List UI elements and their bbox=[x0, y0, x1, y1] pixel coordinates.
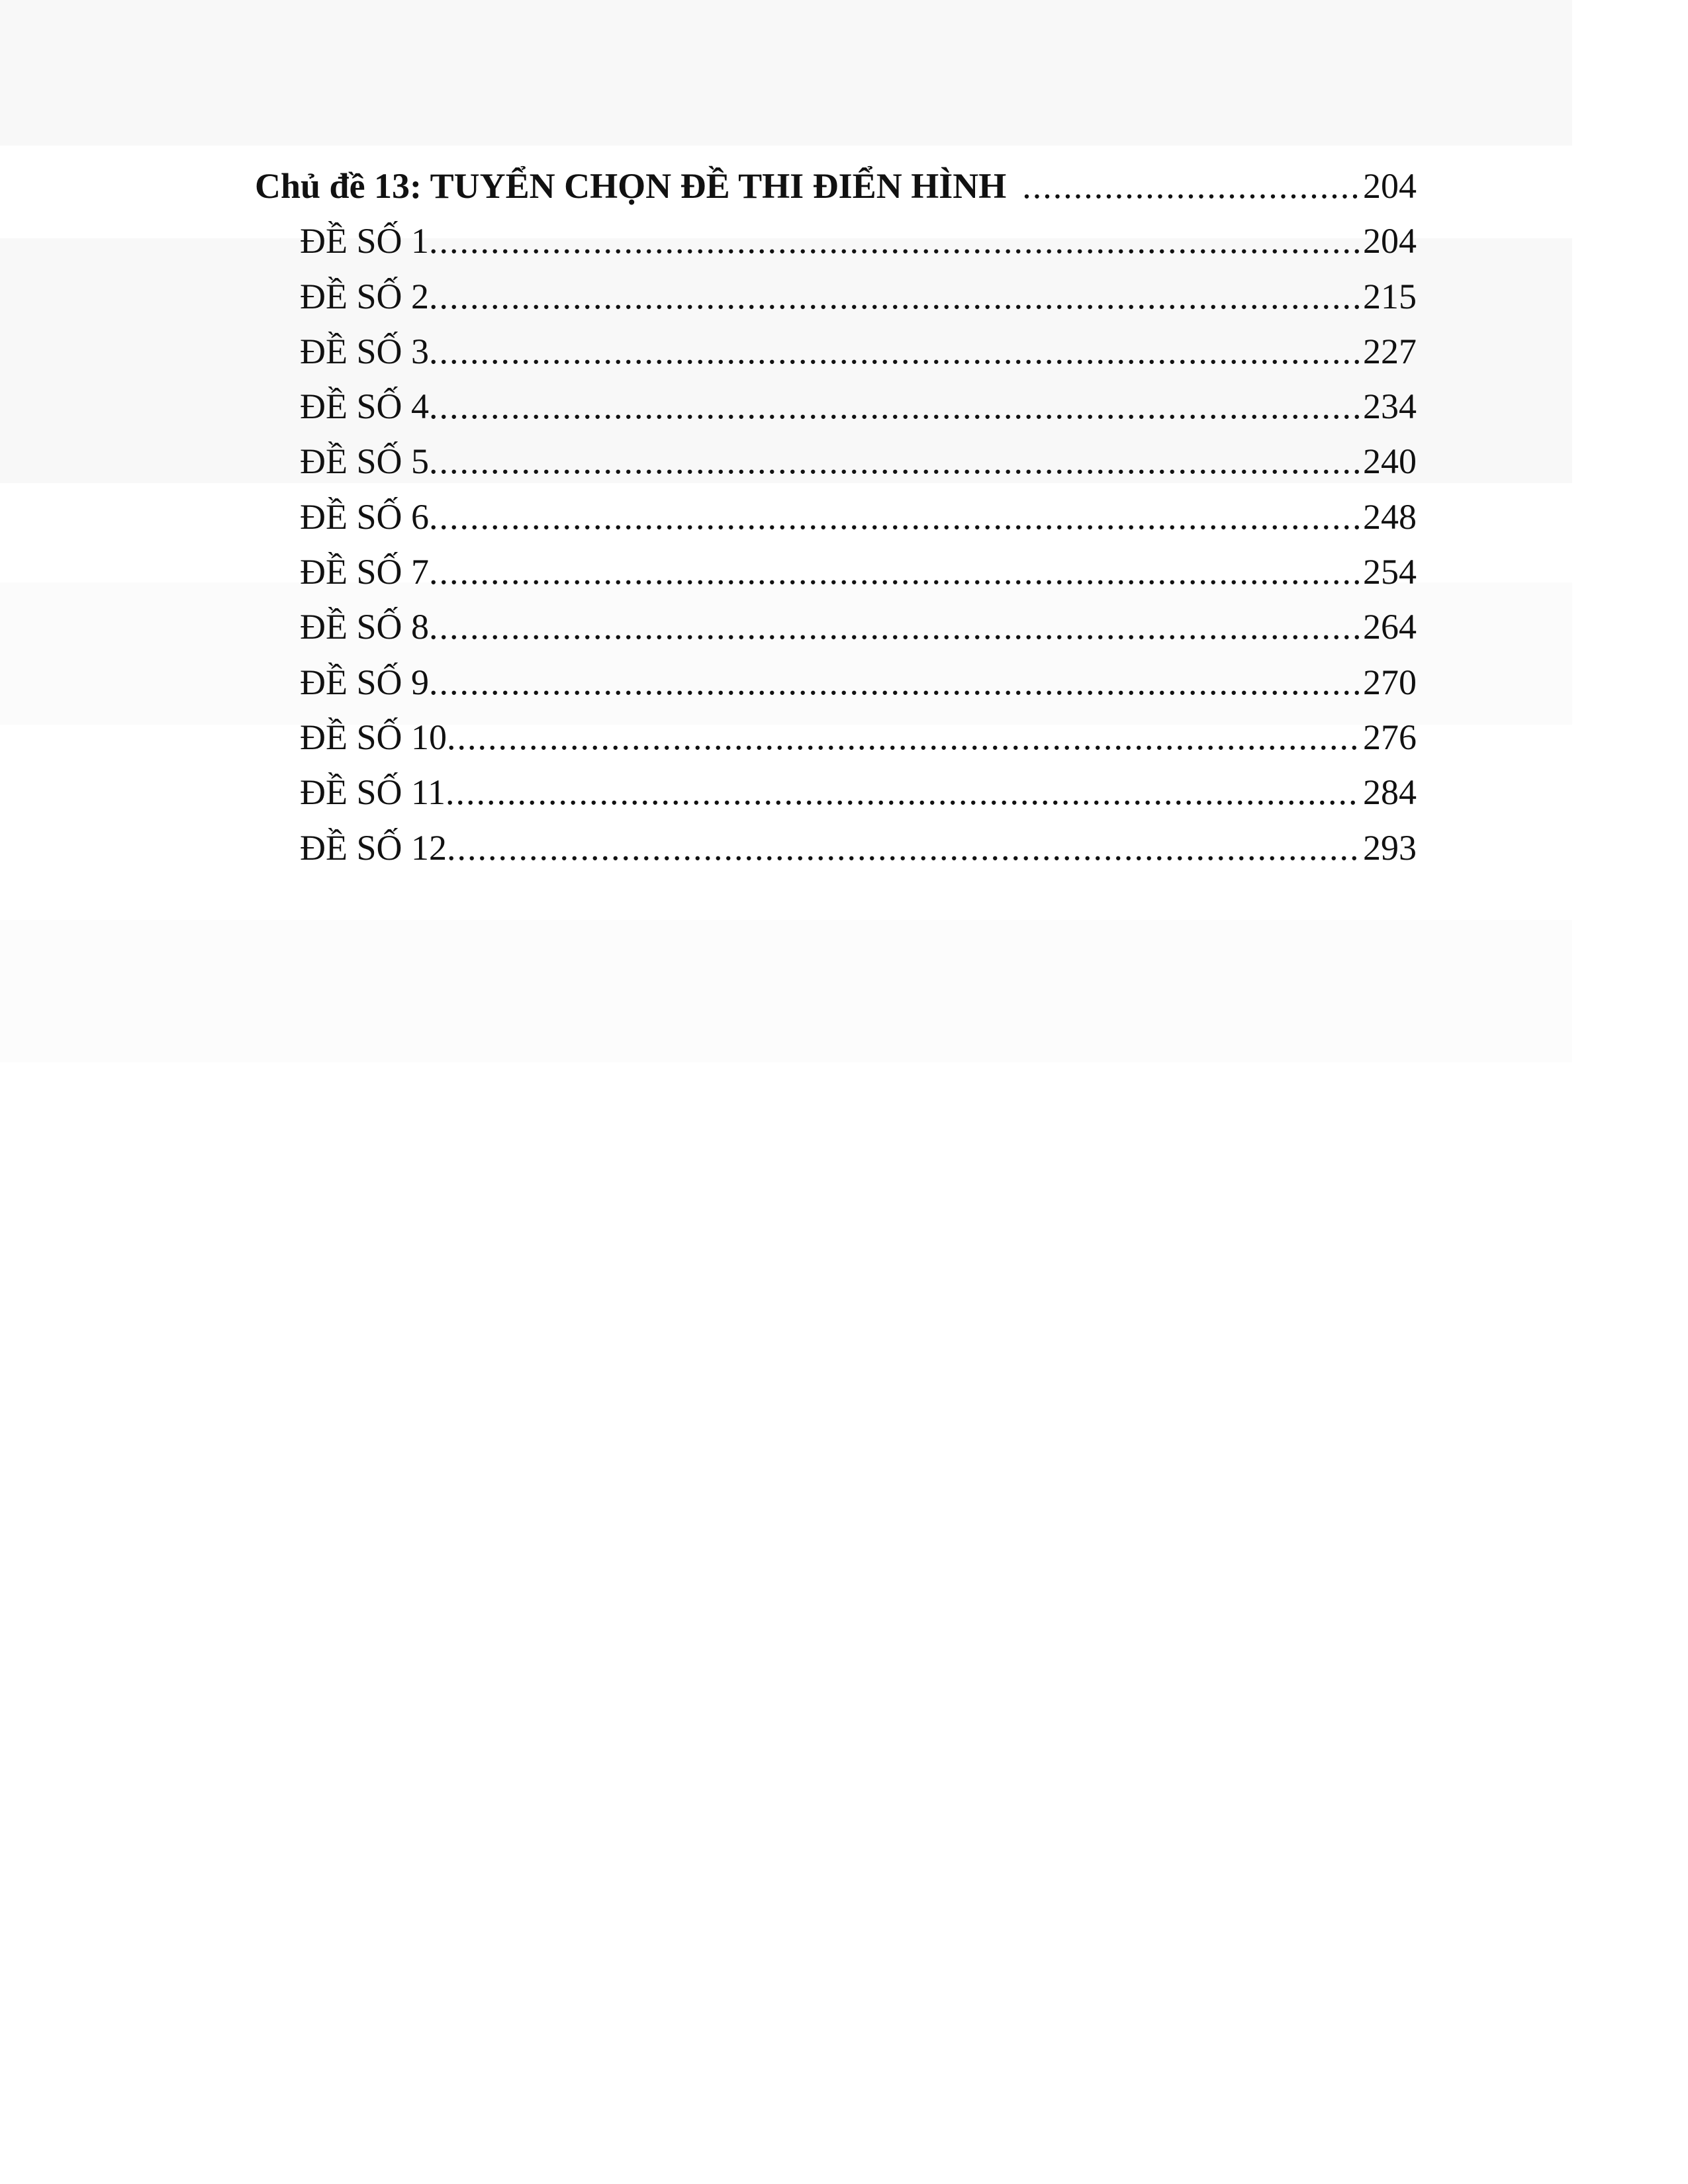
toc-dot-leader bbox=[429, 324, 1360, 379]
toc-entry-page: 227 bbox=[1363, 331, 1417, 371]
toc-entry-de-so-11[interactable] bbox=[255, 765, 1417, 820]
toc-entry-page: 254 bbox=[1363, 552, 1417, 592]
toc-entry-title: ĐỀ SỐ 10 bbox=[300, 717, 447, 757]
toc-entry-page: 215 bbox=[1363, 276, 1417, 316]
toc-heading-title: Chủ đề 13: TUYỂN CHỌN ĐỀ THI ĐIỂN HÌNH bbox=[255, 166, 1007, 206]
toc-entry-page: 204 bbox=[1363, 221, 1417, 261]
toc-entry-page: 284 bbox=[1363, 772, 1417, 813]
toc-dot-leader bbox=[447, 710, 1360, 765]
toc-heading-chapter-13[interactable] bbox=[255, 159, 1417, 214]
toc-entry-de-so-1[interactable] bbox=[255, 214, 1417, 269]
scan-shading bbox=[0, 0, 1572, 146]
toc-entry-title: ĐỀ SỐ 9 bbox=[300, 662, 430, 702]
toc-entry-title: ĐỀ SỐ 6 bbox=[300, 496, 430, 537]
table-of-contents bbox=[255, 159, 1417, 876]
toc-dot-leader bbox=[429, 600, 1360, 655]
toc-dot-leader bbox=[1022, 159, 1360, 214]
scan-shading bbox=[0, 920, 1572, 1062]
toc-dot-leader bbox=[429, 379, 1360, 434]
toc-heading-page: 204 bbox=[1363, 166, 1417, 206]
toc-entry-page: 240 bbox=[1363, 441, 1417, 482]
toc-entry-de-so-7[interactable] bbox=[255, 545, 1417, 600]
toc-entry-de-so-10[interactable] bbox=[255, 710, 1417, 765]
toc-dot-leader bbox=[445, 765, 1360, 820]
toc-entry-de-so-6[interactable] bbox=[255, 490, 1417, 545]
toc-entry-de-so-4[interactable] bbox=[255, 379, 1417, 434]
toc-entry-page: 264 bbox=[1363, 607, 1417, 647]
toc-entry-title: ĐỀ SỐ 4 bbox=[300, 387, 430, 427]
toc-entry-title: ĐỀ SỐ 5 bbox=[300, 441, 430, 482]
toc-entry-de-so-12[interactable] bbox=[255, 821, 1417, 876]
toc-entry-de-so-9[interactable] bbox=[255, 655, 1417, 710]
toc-dot-leader bbox=[429, 269, 1360, 324]
toc-entry-page: 276 bbox=[1363, 717, 1417, 757]
toc-entry-title: ĐỀ SỐ 3 bbox=[300, 331, 430, 371]
toc-dot-leader bbox=[447, 821, 1360, 876]
toc-entry-page: 248 bbox=[1363, 496, 1417, 537]
toc-entry-title: ĐỀ SỐ 8 bbox=[300, 607, 430, 647]
toc-entry-de-so-5[interactable] bbox=[255, 434, 1417, 489]
toc-dot-leader bbox=[429, 490, 1360, 545]
toc-dot-leader bbox=[429, 545, 1360, 600]
toc-entry-de-so-8[interactable] bbox=[255, 600, 1417, 655]
toc-entry-title: ĐỀ SỐ 1 bbox=[300, 221, 430, 261]
toc-entry-page: 270 bbox=[1363, 662, 1417, 702]
toc-entry-title: ĐỀ SỐ 11 bbox=[300, 772, 446, 813]
toc-entry-page: 293 bbox=[1363, 827, 1417, 868]
toc-dot-leader bbox=[429, 214, 1360, 269]
toc-entry-title: ĐỀ SỐ 7 bbox=[300, 552, 430, 592]
toc-entry-title: ĐỀ SỐ 12 bbox=[300, 827, 447, 868]
toc-entry-de-so-3[interactable] bbox=[255, 324, 1417, 379]
toc-entry-page: 234 bbox=[1363, 387, 1417, 427]
toc-entry-de-so-2[interactable] bbox=[255, 269, 1417, 324]
toc-dot-leader bbox=[429, 434, 1360, 489]
toc-entry-title: ĐỀ SỐ 2 bbox=[300, 276, 430, 316]
toc-dot-leader bbox=[429, 655, 1360, 710]
